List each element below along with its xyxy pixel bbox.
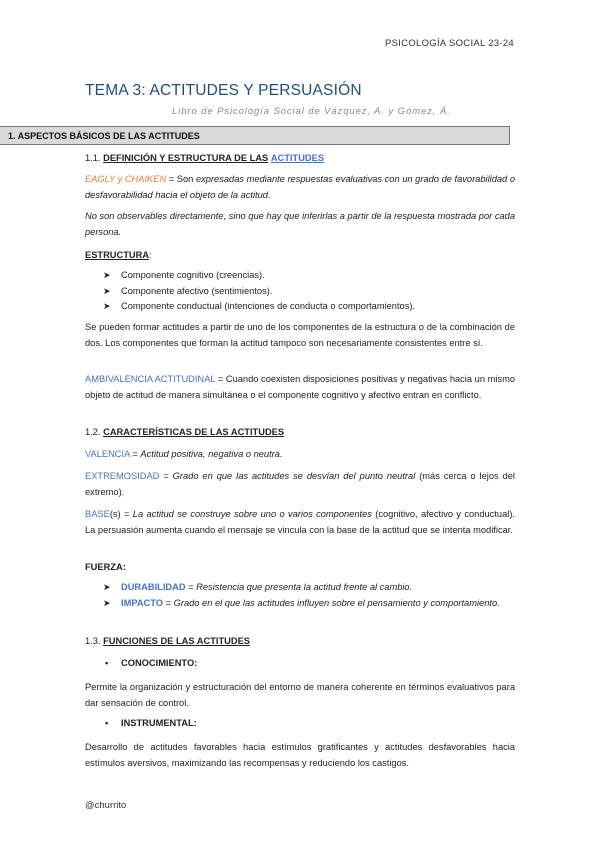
arrow-right-icon: ➤ [103, 270, 111, 280]
fuerza-heading: FUERZA: [85, 562, 126, 572]
actitudes-link[interactable]: ACTITUDES [270, 153, 325, 163]
list-item: ➤ Componente conductual (intenciones de conducta o comportamientos). [85, 299, 515, 315]
base-term: BASE [85, 509, 110, 519]
estructura-heading: ESTRUCTURA: [85, 250, 152, 260]
subsection-1-1-heading: 1.1. DEFINICIÓN Y ESTRUCTURA DE LAS ACTITUDES [85, 153, 325, 163]
subsection-1-1-title: DEFINICIÓN Y ESTRUCTURA DE LAS [103, 153, 269, 163]
course-header: PSICOLOGÍA SOCIAL 23-24 [384, 38, 514, 49]
bullet-icon: • [105, 718, 109, 728]
authors-term: EAGLY y CHAIKEN [85, 174, 167, 184]
ambivalencia-term: AMBIVALENCIA ACTITUDINAL [85, 374, 216, 384]
bullet-icon: • [105, 658, 109, 668]
definition-paragraph: EAGLY y CHAIKEN = Son expresadas mediante respuestas evaluativas con un grado de favorabilidad o desfavorabilidad hacia el objeto de la actitud. [85, 174, 515, 200]
impacto-term: IMPACTO [121, 597, 164, 608]
arrow-right-icon: ➤ [103, 582, 111, 592]
arrow-right-icon: ➤ [103, 301, 111, 311]
durabilidad-term: DURABILIDAD [121, 582, 186, 592]
valencia-term: VALENCIA [85, 449, 130, 459]
definition-text: expresadas mediante respuestas evaluativas con un grado de favorabilidad o desfavorabilidad hacia el objeto de la actitud. [85, 174, 515, 200]
section-heading-1: 1. ASPECTOS BÁSICOS DE LAS ACTITUDES [0, 126, 510, 145]
ambivalencia-paragraph: AMBIVALENCIA ACTITUDINAL = Cuando coexisten disposiciones positivas y negativas hacia un mismo objeto de actitud de manera simultánea o el componente cognitivo y afectivo entran en conflicto. [85, 374, 515, 400]
components-list [85, 268, 515, 315]
conocimiento-heading: • CONOCIMIENTO: [85, 656, 515, 672]
fuerza-list [85, 580, 515, 611]
inference-note: No son observables directamente, sino que hay que inferirlas a partir de la respuesta mostrada por cada persona. [85, 211, 515, 237]
footer-author: @churrito [85, 800, 127, 811]
base-paragraph: BASE(s) = La actitud se construye sobre uno o varios componentes (cognitivo, afectivo y conductual). La persuasión aumenta cuando el mensaje se vincula con la base de la actitud que se intenta modificar. [85, 509, 515, 535]
list-item: ➤ DURABILIDAD = Resistencia que presenta la actitud frente al cambio. [85, 580, 515, 596]
arrow-right-icon: ➤ [103, 597, 111, 608]
extremosidad-term: EXTREMOSIDAD [85, 471, 160, 481]
page-title: TEMA 3: ACTITUDES Y PERSUASIÓN [85, 82, 362, 99]
valencia-line: VALENCIA = Actitud positiva, negativa o neutra. [85, 449, 283, 459]
subsection-1-3-title: FUNCIONES DE LAS ACTITUDES [103, 636, 250, 646]
list-item: ➤ Componente afectivo (sentimientos). [85, 284, 515, 300]
list-item: ➤ Componente cognitivo (creencias). [85, 268, 515, 284]
arrow-right-icon: ➤ [103, 285, 111, 296]
instrumental-heading: • INSTRUMENTAL: [85, 716, 515, 732]
subsection-1-2-heading: 1.2. CARACTERÍSTICAS DE LAS ACTITUDES [85, 427, 285, 437]
subsection-1-2-title: CARACTERÍSTICAS DE LAS ACTITUDES [103, 427, 285, 437]
extremosidad-paragraph: EXTREMOSIDAD = Grado en que las actitudes se desvían del punto neutral (más cerca o lejos del extremo). [85, 471, 515, 497]
list-item: ➤ IMPACTO = Grado en el que las actitudes influyen sobre el pensamiento y comportamiento. [85, 596, 515, 612]
instrumental-paragraph: Desarrollo de actitudes favorables hacia estímulos gratificantes y actitudes desfavorables hacia estímulos aversivos, maximizando las recompensas y reduciendo los castigos. [85, 742, 515, 768]
subsection-1-3-heading: 1.3. FUNCIONES DE LAS ACTITUDES [85, 636, 250, 646]
components-paragraph: Se pueden formar actitudes a partir de uno de los componentes de la estructura o de la combinación de dos. Los componentes que forman la actitud tampoco son necesariamente consistentes entre sí. [85, 322, 515, 348]
conocimiento-paragraph: Permite la organización y estructuración del entorno de manera coherente en términos evaluativos para dar sensación de control. [85, 682, 515, 708]
page-subtitle: Libro de Psicología Social de Vázquez, A. y Gómez, Á. [172, 106, 451, 117]
